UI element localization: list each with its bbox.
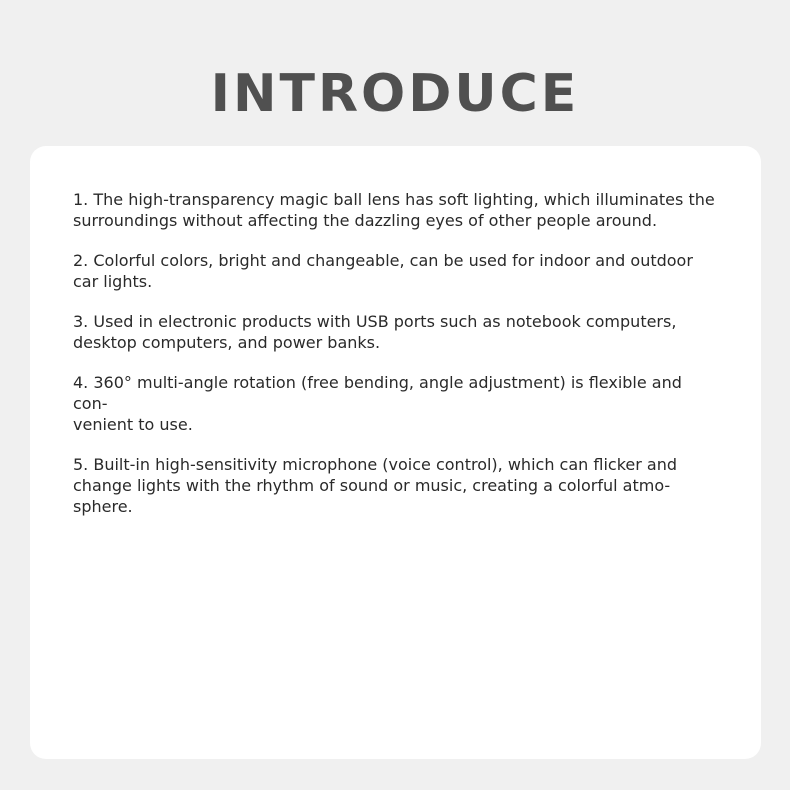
feature-item-4 [73,372,721,435]
feature-item-2 [73,250,721,292]
content-card [30,146,761,759]
feature-item-3 [73,311,721,353]
feature-item-1-line-1: 1. The high-transparency magic ball lens has soft lighting, which illuminates the [73,190,715,209]
feature-item-4-line-2: venient to use. [73,415,193,434]
feature-list [73,189,721,536]
feature-item-1-line-2: surroundings without affecting the dazzling eyes of other people around. [73,211,658,230]
feature-item-5 [73,454,721,517]
feature-item-2-line-2: car lights. [73,272,153,291]
feature-item-4-line-1: 4. 360° multi-angle rotation (free bending, angle adjustment) is flexible and con- [73,373,682,413]
feature-item-3-line-2: desktop computers, and power banks. [73,333,381,352]
feature-item-2-line-1: 2. Colorful colors, bright and changeable, can be used for indoor and outdoor [73,251,693,270]
feature-item-3-line-1: 3. Used in electronic products with USB ports such as notebook computers, [73,312,677,331]
page-title: INTRODUCE [210,64,580,124]
feature-item-5-line-3: sphere. [73,497,133,516]
feature-item-5-line-1: 5. Built-in high-sensitivity microphone (voice control), which can flicker and [73,455,677,474]
feature-item-5-line-2: change lights with the rhythm of sound or music, creating a colorful atmo- [73,476,671,495]
feature-item-1 [73,189,721,231]
